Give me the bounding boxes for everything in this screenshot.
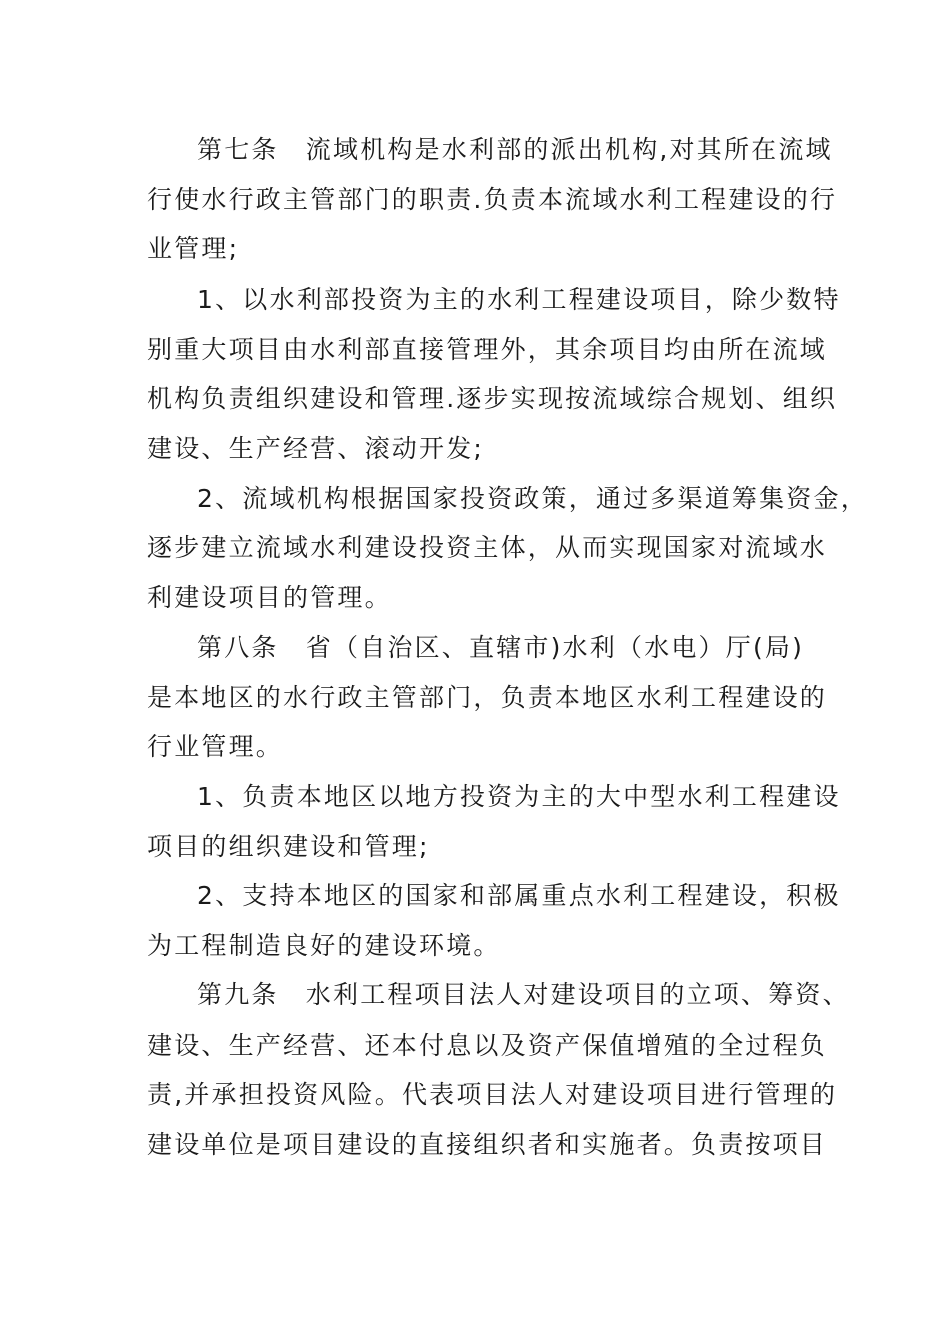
article-8-item-1-line: 项目的组织建设和管理;: [147, 832, 430, 861]
article-8-item-1-line: 1、负责本地区以地方投资为主的大中型水利工程建设: [197, 782, 841, 811]
article-9-text-line: 责,并承担投资风险。代表项目法人对建设项目进行管理的: [147, 1080, 838, 1109]
article-8-heading-line: 第八条 省（自治区、直辖市)水利（水电）厅(局): [197, 633, 805, 662]
article-9-text-line: 建设单位是项目建设的直接组织者和实施者。负责按项目: [147, 1130, 828, 1159]
article-9-heading-line: 第九条 水利工程项目法人对建设项目的立项、筹资、: [197, 980, 850, 1009]
article-9-text-line: 建设、生产经营、还本付息以及资产保值增殖的全过程负: [147, 1031, 828, 1060]
article-7-item-1-line: 建设、生产经营、滚动开发;: [147, 434, 485, 463]
article-8-text-line: 是本地区的水行政主管部门，负责本地区水利工程建设的: [147, 683, 828, 712]
article-7-item-1-line: 别重大项目由水利部直接管理外，其余项目均由所在流域: [147, 335, 828, 364]
article-7-item-2-line: 利建设项目的管理。: [147, 583, 392, 612]
article-7-heading-line: 第七条 流域机构是水利部的派出机构,对其所在流域: [197, 135, 833, 164]
article-7-item-1-line: 机构负责组织建设和管理.逐步实现按流域综合规划、组织: [147, 384, 838, 413]
article-7-item-2-line: 2、流域机构根据国家投资政策，通过多渠道筹集资金，: [197, 484, 868, 513]
article-7-item-2-line: 逐步建立流域水利建设投资主体，从而实现国家对流域水: [147, 533, 828, 562]
article-7-text-line: 行使水行政主管部门的职责.负责本流域水利工程建设的行: [147, 185, 838, 214]
article-8-item-2-line: 2、支持本地区的国家和部属重点水利工程建设，积极: [197, 881, 841, 910]
article-7-text-line: 业管理;: [147, 234, 240, 263]
article-7-item-1-line: 1、以水利部投资为主的水利工程建设项目，除少数特: [197, 285, 841, 314]
article-8-text-line: 行业管理。: [147, 732, 284, 761]
article-8-item-2-line: 为工程制造良好的建设环境。: [147, 931, 501, 960]
